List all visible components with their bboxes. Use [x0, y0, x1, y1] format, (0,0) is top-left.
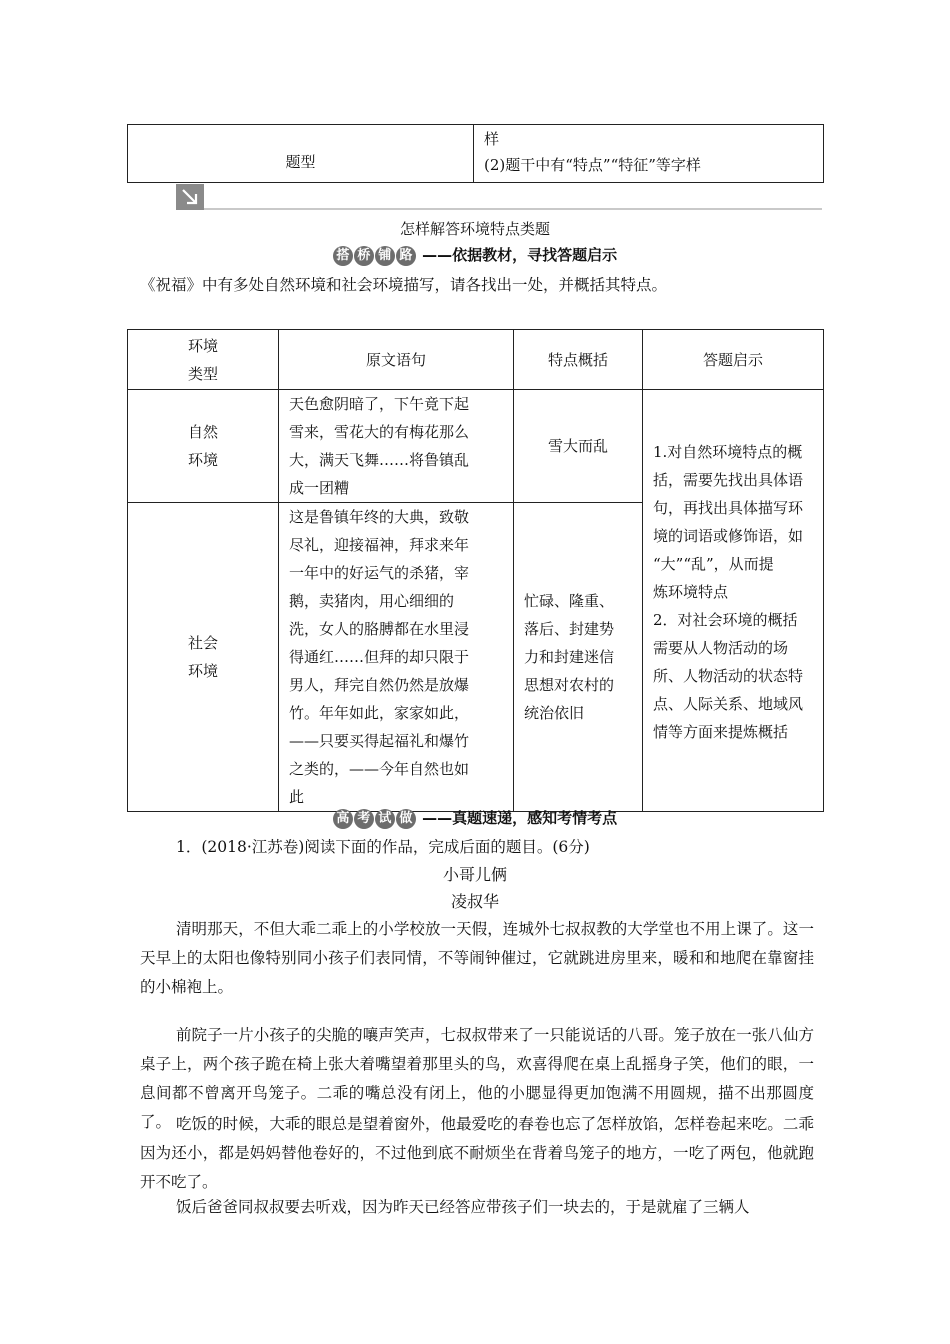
type-line: 自然: [187, 423, 218, 441]
text-line: 一年中的好运气的杀猪，宰: [289, 564, 470, 582]
text-line: 洗，女人的胳膊都在水里浸: [289, 620, 470, 638]
question-text: 《祝福》中有多处自然环境和社会环境描写，请各找出一处，并概括其特点。: [140, 276, 668, 294]
hint-line: 境的词语或修饰语，如: [653, 527, 804, 545]
hint-line: 句，再找出具体描写环: [653, 499, 804, 517]
story-paragraph: 饭后爸爸同叔叔要去听戏，因为昨天已经答应带孩子们一块去的，于是就雇了三辆人: [176, 1198, 750, 1216]
text-line: 大，满天飞舞……将鲁镇乱: [289, 451, 470, 469]
story-author: 凌叔华: [450, 892, 499, 911]
hint-line: 炼环境特点: [653, 583, 729, 601]
tag-badge: [333, 246, 422, 264]
row-type: [128, 503, 279, 812]
top-table: [127, 124, 824, 183]
type-line: 社会: [187, 634, 218, 652]
exam-question: 1．(2018·江苏卷)阅读下面的作品，完成后面的题目。(6分): [176, 838, 590, 856]
story-paragraph: 前院子一片小孩子的尖脆的嚷声笑声，七叔叔带来了一只能说话的八哥。笼子放在一张八仙方桌子上，两个孩子跪在椅上张大着嘴望着那里头的鸟，欢喜得爬在桌上乱摇身子笑，他们的眼，一息间都不曾离开鸟笼子。二乖的嘴总没有闭上，他的小腮显得更加饱满不用圆规，描不出那圆度了。: [140, 1026, 814, 1131]
hint-line: 所、人物活动的状态特: [653, 667, 804, 685]
top-table-line: (2)题干中有“特点”“特征”等字样: [484, 156, 701, 174]
tag-badge: [333, 809, 422, 827]
hint-line: 需要从人物活动的场: [653, 639, 789, 657]
type-line: 环境: [187, 662, 218, 680]
hint-line: “大”“乱”，从而提: [653, 555, 774, 573]
text-line: 男人，拜完自然仍然是放爆: [289, 676, 470, 694]
tag-char: 路: [396, 246, 416, 266]
arrow-down-right-icon: [176, 184, 204, 210]
tag-subtitle: ——依据教材，寻找答题启示: [422, 246, 618, 264]
text-line: 鹅，卖猪肉，用心细细的: [289, 592, 455, 610]
row-feature: [514, 390, 643, 503]
story-paragraph: 吃饭的时候，大乖的眼总是望着窗外，他最爱吃的春卷也忘了怎样放馅，怎样卷起来吃。二乖因为还小，都是妈妈替他卷好的，不过他到底不耐烦坐在背着鸟笼子的地方，一吃了两包，他就跑开不吃了。: [140, 1115, 814, 1191]
text-line: 之类的，——今年自然也如: [289, 760, 470, 778]
hint-cell: [643, 390, 824, 812]
tag-char: 高: [333, 809, 353, 829]
table-row: [128, 390, 824, 503]
tag-char: 做: [396, 809, 416, 829]
text-line: 竹。年年如此，家家如此，: [289, 704, 470, 722]
tag-char: 试: [375, 809, 395, 829]
top-table-desc-cell: [474, 125, 824, 183]
text-line: ——只要买得起福礼和爆竹: [289, 732, 470, 750]
row-original-text: [279, 390, 514, 503]
row-original-text: [279, 503, 514, 812]
hint-line: 括，需要先找出具体语: [653, 471, 804, 489]
row-feature: [514, 503, 643, 812]
text-line: 这是鲁镇年终的大典，致敬: [289, 508, 470, 526]
feature-line: 力和封建迷信: [524, 648, 615, 666]
tag-subtitle: ——真题速递，感知考情考点: [422, 809, 618, 827]
feature-line: 忙碌、隆重、: [524, 592, 615, 610]
hint-line: 1.对自然环境特点的概: [653, 443, 803, 461]
hint-line: 2．对社会环境的概括: [653, 611, 798, 629]
section-divider: [204, 208, 822, 210]
tag-banner-1: [0, 244, 950, 266]
header-original-text: 原文语句: [279, 330, 514, 390]
top-table-type-cell: 题型: [128, 125, 474, 183]
feature-line: 落后、封建势: [524, 620, 615, 638]
tag-char: 桥: [354, 246, 374, 266]
header-feature: 特点概括: [514, 330, 643, 390]
table-header-row: [128, 330, 824, 390]
text-line: 雪来，雪花大的有梅花那么: [289, 423, 470, 441]
section-title: 怎样解答环境特点类题: [399, 220, 550, 238]
feature-line: 统治依旧: [524, 704, 585, 722]
header-env-type: 环境 类型: [128, 330, 279, 390]
story-title: 小哥儿俩: [442, 865, 507, 884]
feature-line: 雪大而乱: [547, 437, 608, 455]
text-line: 得通红……但拜的却只限于: [289, 648, 470, 666]
top-table-line: 样: [484, 130, 500, 148]
environment-table: [127, 329, 824, 812]
text-line: 天色愈阴暗了，下午竟下起: [289, 395, 470, 413]
hint-line: 点、人际关系、地域风: [653, 695, 804, 713]
text-line: 尽礼，迎接福神，拜求来年: [289, 536, 470, 554]
text-line: 此: [289, 788, 305, 806]
text-line: 成一团糟: [289, 479, 350, 497]
header-hint: 答题启示: [643, 330, 824, 390]
tag-char: 考: [354, 809, 374, 829]
type-line: 环境: [187, 451, 218, 469]
hint-line: 情等方面来提炼概括: [653, 723, 789, 741]
tag-char: 铺: [375, 246, 395, 266]
row-type: [128, 390, 279, 503]
tag-char: 搭: [333, 246, 353, 266]
feature-line: 思想对农村的: [524, 676, 615, 694]
story-paragraph: 清明那天，不但大乖二乖上的小学校放一天假，连城外七叔叔教的大学堂也不用上课了。这一天早上的太阳也像特别同小孩子们表同情，不等闹钟催过，它就跳进房里来，暖和和地爬在靠窗挂的小棉袍上。: [140, 920, 814, 996]
tag-banner-2: [0, 807, 950, 829]
